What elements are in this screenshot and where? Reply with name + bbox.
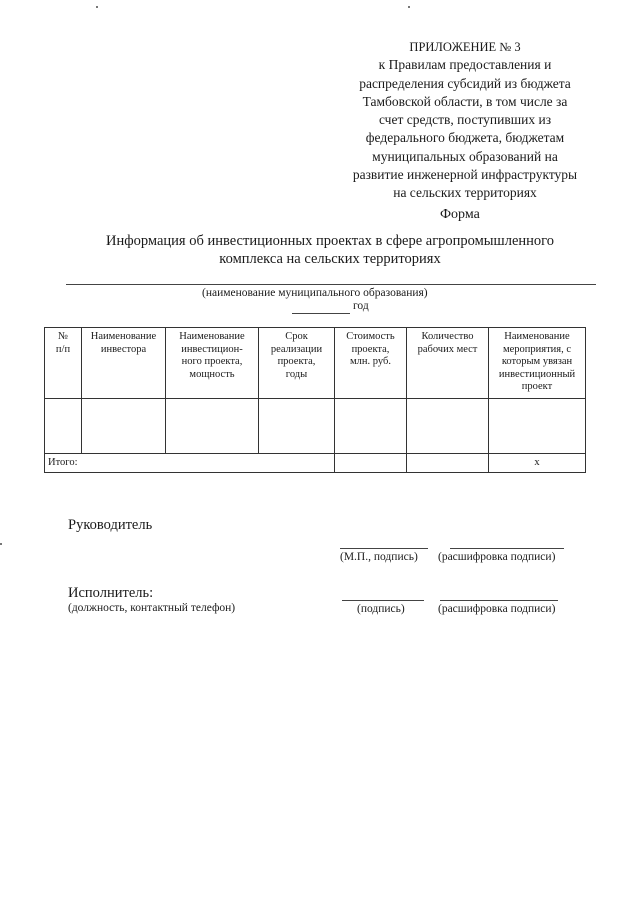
- total-mark: x: [489, 454, 586, 473]
- municipality-line: [66, 284, 596, 285]
- document-title-line: Информация об инвестиционных проектах в сфере агропромышленного: [105, 233, 554, 249]
- appendix-line: развитие инженерной инфраструктуры: [352, 167, 578, 183]
- table-cell: [335, 399, 407, 454]
- form-label: Форма: [440, 207, 480, 222]
- header-cell-investor: Наименование инвестора: [82, 328, 166, 399]
- appendix-line: распределения субсидий из бюджета: [359, 75, 571, 91]
- appendix-line: к Правилам предоставления и: [378, 57, 552, 73]
- appendix-line: счет средств, поступивших из: [378, 112, 552, 128]
- sign-caption: (подпись): [357, 603, 405, 615]
- stamp-caption: (М.П., подпись): [340, 551, 418, 563]
- table-cell: [45, 399, 82, 454]
- scan-speck: [96, 6, 98, 8]
- appendix-block: [330, 38, 600, 203]
- table-cell: [407, 399, 489, 454]
- appendix-line: федерального бюджета, бюджетам: [365, 130, 565, 146]
- table-cell: [166, 399, 259, 454]
- decode-caption: (расшифровка подписи): [438, 551, 556, 563]
- decode-caption-2: (расшифровка подписи): [438, 603, 556, 615]
- table-row: [45, 399, 586, 454]
- appendix-title: ПРИЛОЖЕНИЕ № 3: [409, 40, 521, 54]
- stamp-signature-line: [340, 548, 428, 549]
- head-label: Руководитель: [68, 517, 153, 533]
- header-cell-jobs: Количество рабочих мест: [407, 328, 489, 399]
- table-cell: [407, 454, 489, 473]
- table-cell: [82, 399, 166, 454]
- municipality-caption: (наименование муниципального образования): [202, 287, 428, 299]
- year-line: [292, 313, 350, 314]
- header-cell-measure: Наименование мероприятия, с которым увязан инвестиционный проект: [489, 328, 586, 399]
- header-cell-cost: Стоимость проекта, млн. руб.: [335, 328, 407, 399]
- table-total-row: [45, 454, 586, 473]
- scan-speck: [0, 543, 2, 545]
- appendix-line: Тамбовской области, в том числе за: [362, 93, 568, 109]
- document-title-line: комплекса на сельских территориях: [219, 251, 441, 267]
- executor-label: Исполнитель:: [68, 585, 154, 601]
- document-title: [70, 232, 590, 268]
- executor-caption: (должность, контактный телефон): [68, 602, 236, 614]
- table-cell: [489, 399, 586, 454]
- scan-speck: [408, 6, 410, 8]
- executor-decode-line: [440, 600, 558, 601]
- header-cell-number: № п/п: [45, 328, 82, 399]
- decode-line: [450, 548, 564, 549]
- header-cell-project: Наименование инвестицион- ного проекта, мощность: [166, 328, 259, 399]
- appendix-line: на сельских территориях: [393, 185, 537, 201]
- header-cell-term: Срок реализации проекта, годы: [259, 328, 335, 399]
- table-cell: [259, 399, 335, 454]
- table-header-row: [45, 328, 586, 399]
- total-label: Итого:: [45, 454, 335, 473]
- year-label: год: [353, 300, 369, 312]
- table-cell: [335, 454, 407, 473]
- executor-signature-line: [342, 600, 424, 601]
- appendix-line: муниципальных образований на: [372, 148, 558, 164]
- investment-table: [44, 327, 586, 473]
